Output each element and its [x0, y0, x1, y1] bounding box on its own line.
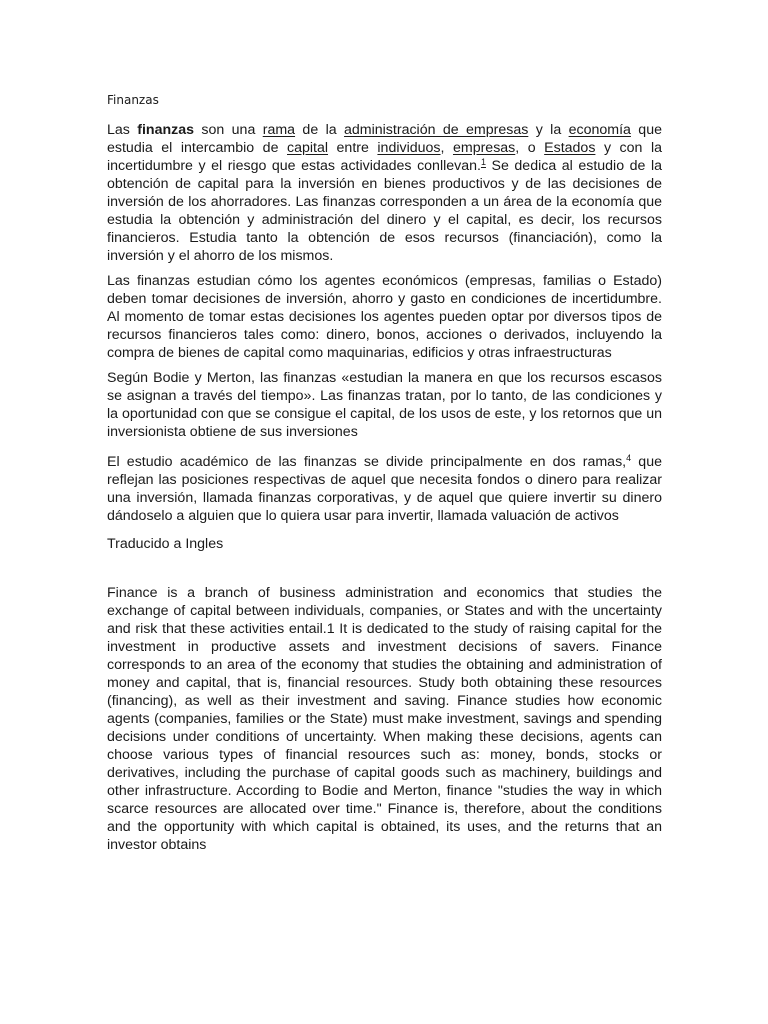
link-empresas[interactable]: empresas — [452, 140, 516, 156]
text-span: Se dedica al estudio de la obtención de capital para la inversión en bienes productivos y de las decisiones de inversión de los ahorradores. Las finanzas corresponden a un área de la economía que estudia la obtención y administración del dinero y el capital, es decir, los recursos financieros. Estudia tanto la obtención de esos recursos (financiación), como la inversión y el ahorro de los mismos. — [107, 158, 663, 264]
paragraph-academic-study — [107, 453, 662, 525]
link-administracion-de-empresas[interactable]: administración de empresas — [344, 122, 529, 138]
text-span: que reflejan las posiciones respectivas de aquel que necesita fondos o dinero para realizar una inversión, llamada finanzas corporativas, y de aquel que quiere invertir su dinero dándoselo a alguien que lo quiera usar para invertir, llamada valuación de activos — [107, 454, 662, 524]
text-span: , o — [515, 140, 545, 156]
link-individuos[interactable]: individuos — [377, 140, 441, 156]
link-rama[interactable]: rama — [262, 122, 296, 138]
text-span: Las — [107, 122, 138, 138]
document-page — [107, 92, 662, 854]
link-estados[interactable]: Estados — [544, 140, 596, 156]
paragraph-bodie-merton: Según Bodie y Merton, las finanzas «estudian la manera en que los recursos escasos se asignan a través del tiempo». Las finanzas tratan, por lo tanto, de las condiciones y la oportunidad con que se consigue el capital, de los usos de este, y los retornos que un inversionista obtiene de sus inversiones — [107, 370, 662, 440]
text-span: entre — [328, 140, 378, 156]
link-capital[interactable]: capital — [287, 140, 329, 156]
text-span: y con la incertidumbre y el riesgo que estas actividades conllevan. — [107, 140, 662, 174]
paragraph-english-translation: Finance is a branch of business administration and economics that studies the exchange of capital between individuals, companies, or States and with the uncertainty and risk that these activities entail.1 It is dedicated to the study of raising capital for the investment in productive assets and investment decisions of savers. Finance corresponds to an area of the economy that studies the obtaining and administration of money and capital, that is, financial resources. Study both obtaining these resources (financing), as well as their investment and saving. Finance studies how economic agents (companies, families or the State) must make investment, savings and spending decisions under conditions of uncertainty. When making these decisions, agents can choose various types of financial resources such as: money, bonds, stocks or derivatives, including the purchase of capital goods such as machinery, buildings and other infrastructure. According to Bodie and Merton, finance "studies the way in which scarce resources are allocated over time." Finance is, therefore, about the conditions and the opportunity with which capital is obtained, its uses, and the returns that an investor obtains — [107, 585, 662, 853]
text-span: y la — [528, 122, 569, 138]
footnote-ref-4[interactable]: 4 — [626, 453, 632, 463]
footnote-ref-1[interactable]: 1 — [480, 157, 486, 167]
document-title: Finanzas — [107, 93, 159, 107]
link-economia[interactable]: economía — [568, 122, 631, 138]
text-span: que estudia el intercambio de — [107, 122, 662, 156]
text-span: El estudio académico de las finanzas se divide principalmente en dos ramas, — [107, 454, 627, 470]
text-span: son una — [194, 122, 263, 138]
bold-term: finanzas — [137, 122, 195, 138]
paragraph-intro — [107, 121, 662, 265]
text-span: de la — [295, 122, 345, 138]
text-span: , — [440, 140, 453, 156]
translated-label: Traducido a Ingles — [107, 536, 224, 552]
paragraph-agents: Las finanzas estudian cómo los agentes económicos (empresas, familias o Estado) deben tomar decisiones de inversión, ahorro y gasto en condiciones de incertidumbre. Al momento de tomar estas decisiones los agentes pueden optar por diversos tipos de recursos financieros tales como: dinero, bonos, acciones o derivados, incluyendo la compra de bienes de capital como maquinarias, edificios y otras infraestructuras — [107, 273, 662, 361]
